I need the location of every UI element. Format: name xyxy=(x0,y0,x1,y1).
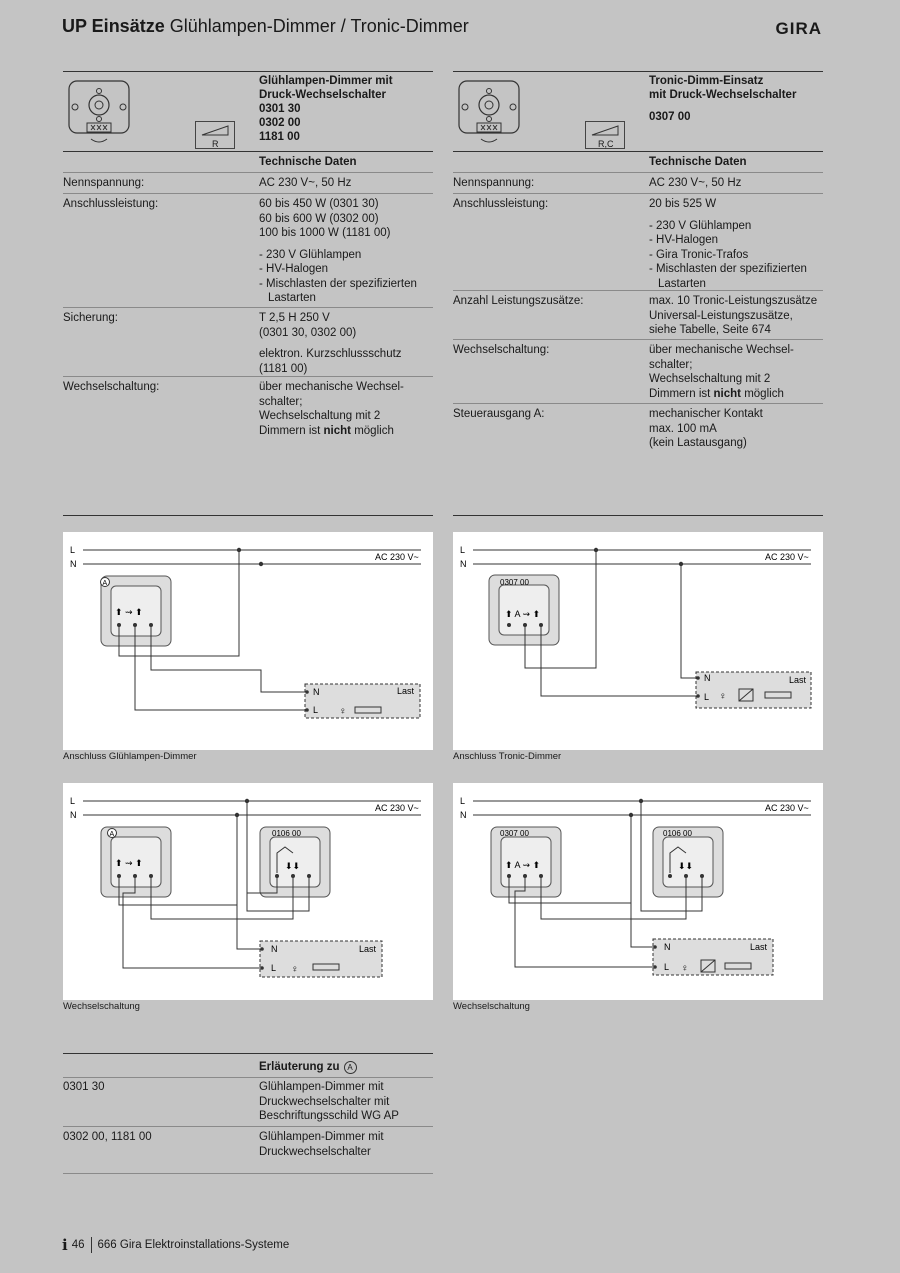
dimmer-type-symbol: R xyxy=(195,121,235,149)
label-last: Last xyxy=(397,686,415,696)
diagram-caption: Anschluss Tronic-Dimmer xyxy=(453,751,562,762)
svg-text:AC 230 V~: AC 230 V~ xyxy=(375,803,419,813)
svg-text:L: L xyxy=(271,963,277,973)
label-N: N xyxy=(70,559,77,569)
label-code: 0307 00 xyxy=(500,578,529,587)
svg-text:L: L xyxy=(313,705,319,715)
diagram-caption: Wechselschaltung xyxy=(453,1001,530,1012)
tronic-insert-drawing xyxy=(455,77,525,149)
page-number: 46 xyxy=(71,1239,85,1251)
svg-text:⬆ ⇝ ⬆: ⬆ ⇝ ⬆ xyxy=(115,858,143,868)
diagram-caption: Anschluss Glühlampen-Dimmer xyxy=(63,751,197,762)
label-ac: AC 230 V~ xyxy=(375,552,419,562)
svg-text:⬇⬇: ⬇⬇ xyxy=(678,861,694,871)
svg-text:N: N xyxy=(70,810,77,820)
svg-text:♀: ♀ xyxy=(339,706,347,717)
svg-text:♀: ♀ xyxy=(291,964,299,975)
left-tech-header: Technische Daten xyxy=(259,156,357,168)
svg-text:N: N xyxy=(664,942,671,952)
svg-text:♀: ♀ xyxy=(681,963,689,974)
footer-text: 666 Gira Elektroinstallations-Systeme xyxy=(97,1239,290,1251)
wiring-diagram-two-way-tronic xyxy=(453,783,823,1000)
svg-text:N: N xyxy=(313,687,320,697)
dimmer-insert-drawing xyxy=(65,77,135,149)
brand-logo: GIRA xyxy=(775,19,822,38)
svg-text:Last: Last xyxy=(359,944,377,954)
svg-text:N: N xyxy=(460,810,467,820)
page-footer xyxy=(62,1236,289,1254)
svg-text:AC 230 V~: AC 230 V~ xyxy=(765,803,809,813)
label-L: L xyxy=(70,545,76,555)
legend-header: Erläuterung zu A xyxy=(259,1060,357,1074)
right-tech-header: Technische Daten xyxy=(649,156,747,168)
dimmer-type-symbol: R,C xyxy=(585,121,625,149)
svg-text:L: L xyxy=(704,692,710,702)
diagram-caption: Wechselschaltung xyxy=(63,1001,140,1012)
label-code: 0106 00 xyxy=(272,829,301,838)
right-product-name: Tronic-Dimm-Einsatz mit Druck-Wechselschalter 0307 00 xyxy=(649,75,797,123)
wiring-diagram-two-way-dimmer xyxy=(63,783,433,1000)
svg-text:N: N xyxy=(460,559,467,569)
svg-text:⬆ ⇝ ⬆: ⬆ ⇝ ⬆ xyxy=(115,607,143,617)
circled-a-icon: A xyxy=(344,1061,357,1074)
left-product-name: Glühlampen-Dimmer mit Druck-Wechselschalter 0301 30 0302 00 1181 00 xyxy=(259,75,393,143)
svg-text:AC 230 V~: AC 230 V~ xyxy=(765,552,809,562)
wiring-diagram-dimmer xyxy=(63,532,433,750)
svg-text:⬆ A ⇝ ⬆: ⬆ A ⇝ ⬆ xyxy=(505,860,541,870)
info-icon: i xyxy=(62,1236,68,1254)
page-title: UP Einsätze Glühlampen-Dimmer / Tronic-Dimmer xyxy=(62,16,469,36)
svg-text:0307 00: 0307 00 xyxy=(500,829,529,838)
svg-text:L: L xyxy=(664,962,670,972)
svg-text:♀: ♀ xyxy=(719,691,727,702)
svg-text:N: N xyxy=(704,673,711,683)
svg-text:A: A xyxy=(109,831,115,838)
svg-text:Last: Last xyxy=(750,942,768,952)
svg-text:⬇⬇: ⬇⬇ xyxy=(285,861,301,871)
svg-text:⬆ A ⇝ ⬆: ⬆ A ⇝ ⬆ xyxy=(505,609,541,619)
svg-text:L: L xyxy=(460,545,466,555)
svg-text:L: L xyxy=(460,796,466,806)
wiring-diagram-tronic xyxy=(453,532,823,750)
label-A: A xyxy=(102,580,108,587)
svg-text:0106 00: 0106 00 xyxy=(663,829,692,838)
svg-text:Last: Last xyxy=(789,675,807,685)
svg-text:L: L xyxy=(70,796,76,806)
svg-text:N: N xyxy=(271,944,278,954)
